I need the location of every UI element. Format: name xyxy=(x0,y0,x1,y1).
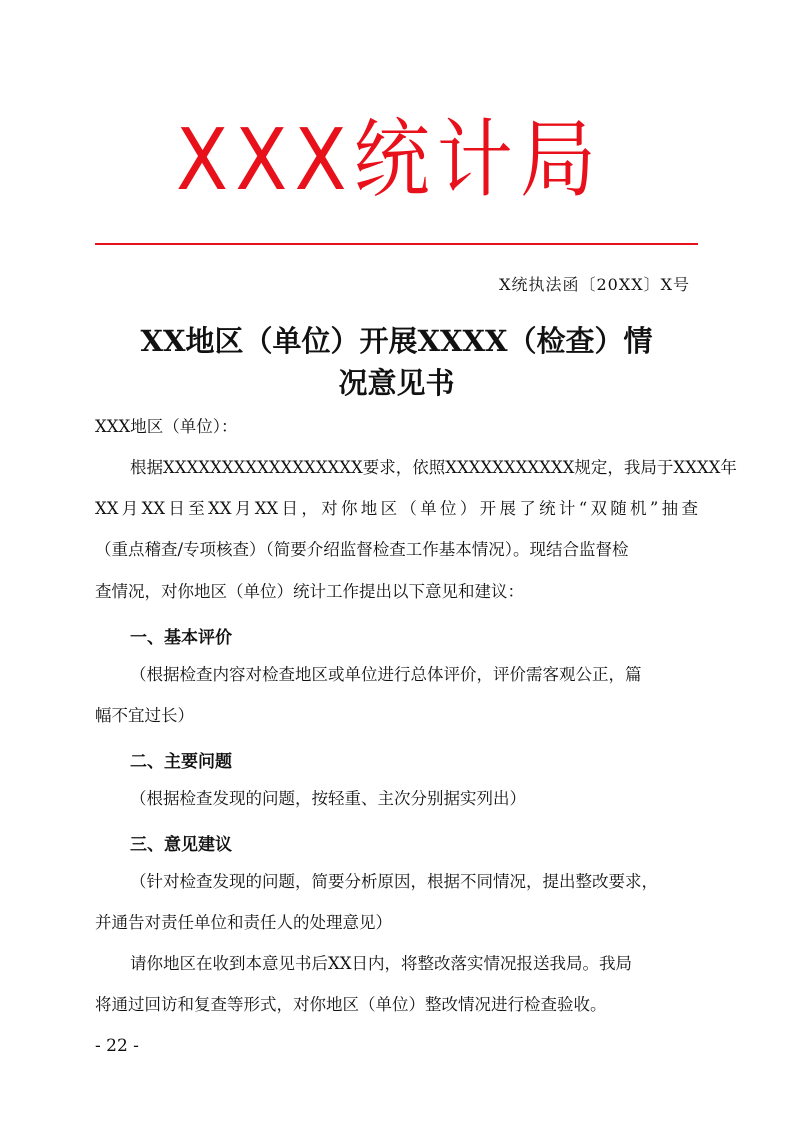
body-line: 将通过回访和复查等形式，对你地区（单位）整改情况进行检查验收。 xyxy=(95,995,607,1014)
agency-name-header xyxy=(176,104,596,216)
body-line: （根据检查发现的问题，按轻重、主次分别据实列出） xyxy=(130,789,526,808)
section-heading-basic-evaluation: 一、基本评价 xyxy=(130,628,232,648)
agency-char: 统 xyxy=(353,109,430,210)
page-number: - 22 - xyxy=(95,1036,139,1056)
title-line-2: 况意见书 xyxy=(338,366,455,400)
agency-char: X xyxy=(235,109,288,210)
body-line: 查情况，对你地区（单位）统计工作提出以下意见和建议： xyxy=(95,582,524,601)
body-line: （根据检查内容对检查地区或单位进行总体评价，评价需客观公正，篇 xyxy=(130,665,642,684)
section-heading-main-problems: 二、主要问题 xyxy=(130,752,232,772)
body-line: 请你地区在收到本意见书后XX日内，将整改落实情况报送我局。我局 xyxy=(130,954,632,973)
section-heading-suggestions: 三、意见建议 xyxy=(130,835,232,855)
agency-char: 局 xyxy=(519,109,596,210)
title-line-1: XX地区（单位）开展XXXX（检查）情 xyxy=(140,324,653,358)
document-title xyxy=(95,320,698,404)
document-number: X统执法函〔20XX〕X号 xyxy=(499,275,690,294)
body-line: （重点稽查/专项核查）（简要介绍监督检查工作基本情况）。现结合监督检 xyxy=(95,540,629,559)
body-line: 根据XXXXXXXXXXXXXXXXX要求，依照XXXXXXXXXXX规定，我局于XXXX年 xyxy=(130,458,737,477)
salutation: XXX地区（单位）： xyxy=(95,417,238,436)
agency-char: X xyxy=(176,109,229,210)
body-line: 并通告对责任单位和责任人的处理意见） xyxy=(95,913,392,932)
body-line: （针对检查发现的问题，简要分析原因，根据不同情况，提出整改要求， xyxy=(130,872,658,891)
header-red-rule xyxy=(95,243,698,245)
body-line: XX月XX日至XX月XX日，对你地区（单位）开展了统计“双随机”抽查 xyxy=(95,499,698,518)
agency-char: 计 xyxy=(436,109,513,210)
body-line: 幅不宜过长） xyxy=(95,706,194,725)
agency-char: X xyxy=(294,109,347,210)
